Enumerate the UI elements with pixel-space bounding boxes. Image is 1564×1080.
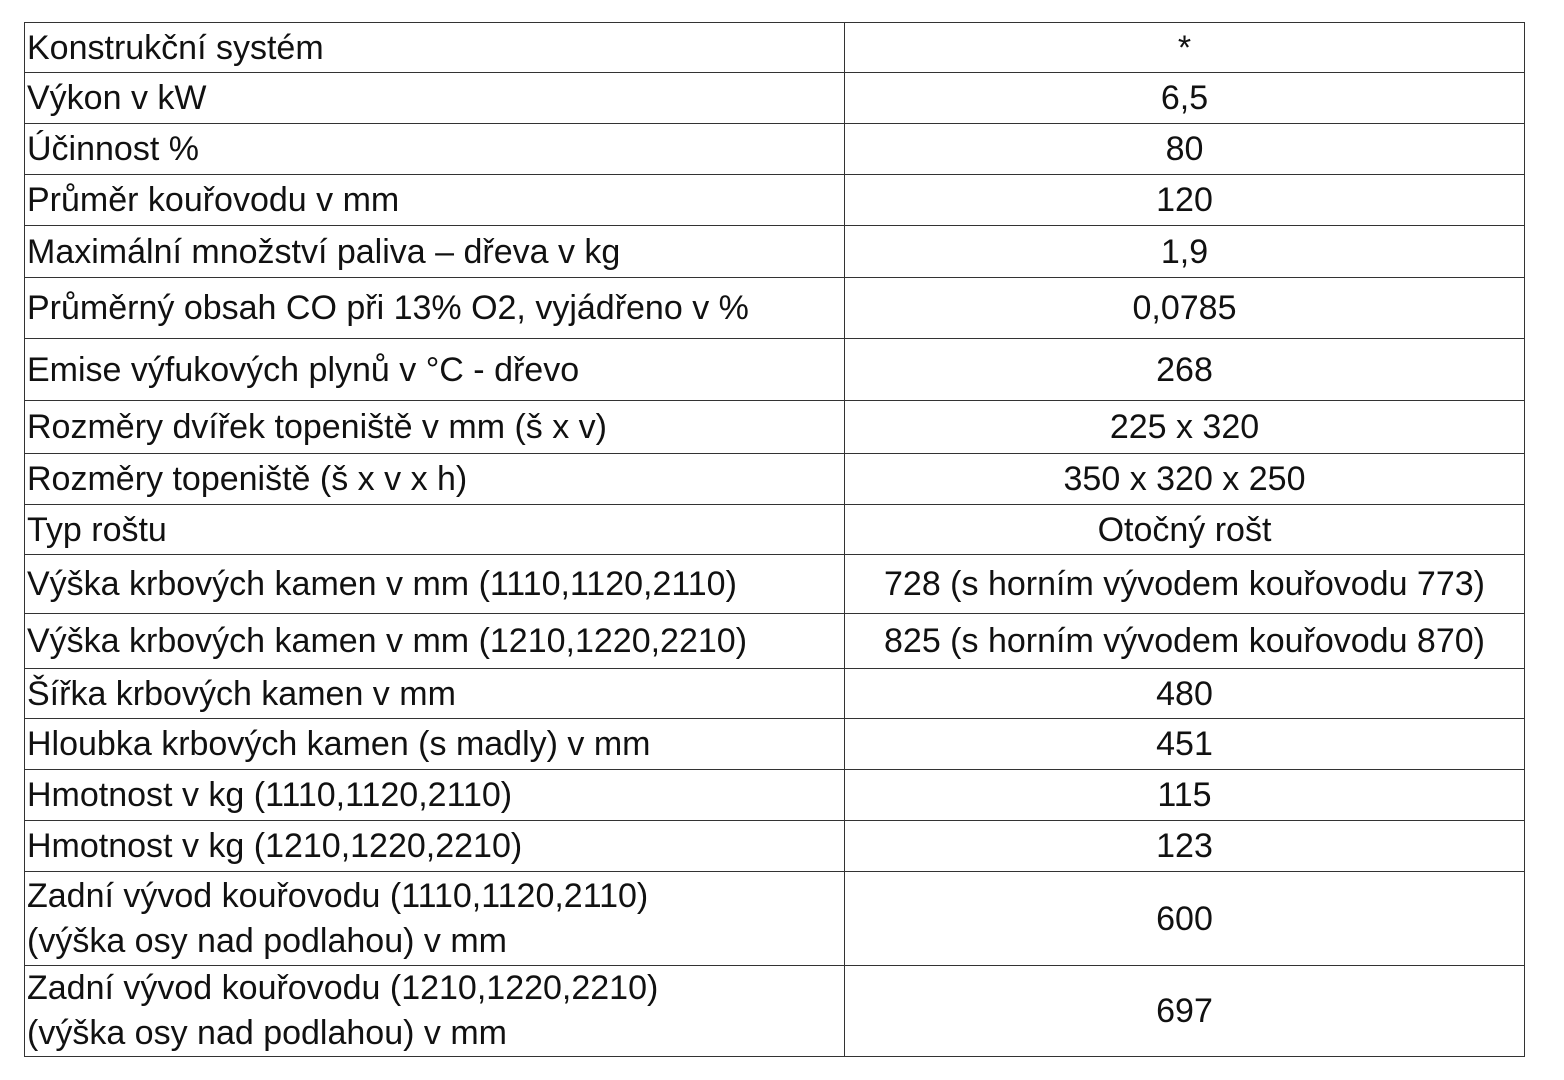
row-label: Šířka krbových kamen v mm <box>25 669 845 719</box>
table-row <box>25 226 1525 278</box>
table-row <box>25 821 1525 872</box>
table-row <box>25 339 1525 401</box>
row-label: Konstrukční systém <box>25 23 845 73</box>
table-row <box>25 23 1525 73</box>
row-value: 0,0785 <box>845 278 1525 339</box>
row-label: Hmotnost v kg (1210,1220,2210) <box>25 821 845 872</box>
row-value: 1,9 <box>845 226 1525 278</box>
row-label: Rozměry dvířek topeniště v mm (š x v) <box>25 401 845 454</box>
table-row <box>25 454 1525 505</box>
table-row <box>25 719 1525 770</box>
table-row <box>25 770 1525 821</box>
row-label: Zadní vývod kouřovodu (1110,1120,2110) (výška osy nad podlahou) v mm <box>25 872 845 966</box>
row-value: 728 (s horním vývodem kouřovodu 773) <box>845 555 1525 614</box>
row-value: 6,5 <box>845 73 1525 124</box>
table-row <box>25 175 1525 226</box>
row-label: Maximální množství paliva – dřeva v kg <box>25 226 845 278</box>
row-value: * <box>845 23 1525 73</box>
spec-table-body <box>25 23 1525 1057</box>
row-label: Účinnost % <box>25 124 845 175</box>
table-row <box>25 73 1525 124</box>
row-value: 80 <box>845 124 1525 175</box>
table-row <box>25 278 1525 339</box>
row-value: 697 <box>845 966 1525 1057</box>
row-label: Výkon v kW <box>25 73 845 124</box>
row-value: 123 <box>845 821 1525 872</box>
table-row <box>25 872 1525 966</box>
row-label: Výška krbových kamen v mm (1110,1120,2110) <box>25 555 845 614</box>
row-value: Otočný rošt <box>845 505 1525 555</box>
row-label: Průměr kouřovodu v mm <box>25 175 845 226</box>
table-row <box>25 669 1525 719</box>
row-value: 225 x 320 <box>845 401 1525 454</box>
row-value: 600 <box>845 872 1525 966</box>
table-row <box>25 555 1525 614</box>
row-value: 451 <box>845 719 1525 770</box>
row-value: 480 <box>845 669 1525 719</box>
row-label: Zadní vývod kouřovodu (1210,1220,2210) (výška osy nad podlahou) v mm <box>25 966 845 1057</box>
row-label: Rozměry topeniště (š x v x h) <box>25 454 845 505</box>
row-label: Výška krbových kamen v mm (1210,1220,2210) <box>25 614 845 669</box>
row-label: Hmotnost v kg (1110,1120,2110) <box>25 770 845 821</box>
row-value: 268 <box>845 339 1525 401</box>
table-row <box>25 505 1525 555</box>
row-label: Emise výfukových plynů v °C - dřevo <box>25 339 845 401</box>
table-row <box>25 124 1525 175</box>
row-label: Typ roštu <box>25 505 845 555</box>
table-row <box>25 614 1525 669</box>
row-value: 825 (s horním vývodem kouřovodu 870) <box>845 614 1525 669</box>
row-value: 120 <box>845 175 1525 226</box>
row-label: Hloubka krbových kamen (s madly) v mm <box>25 719 845 770</box>
row-value: 115 <box>845 770 1525 821</box>
row-label: Průměrný obsah CO při 13% O2, vyjádřeno v % <box>25 278 845 339</box>
spec-table <box>24 22 1525 1057</box>
row-value: 350 x 320 x 250 <box>845 454 1525 505</box>
table-row <box>25 966 1525 1057</box>
table-row <box>25 401 1525 454</box>
